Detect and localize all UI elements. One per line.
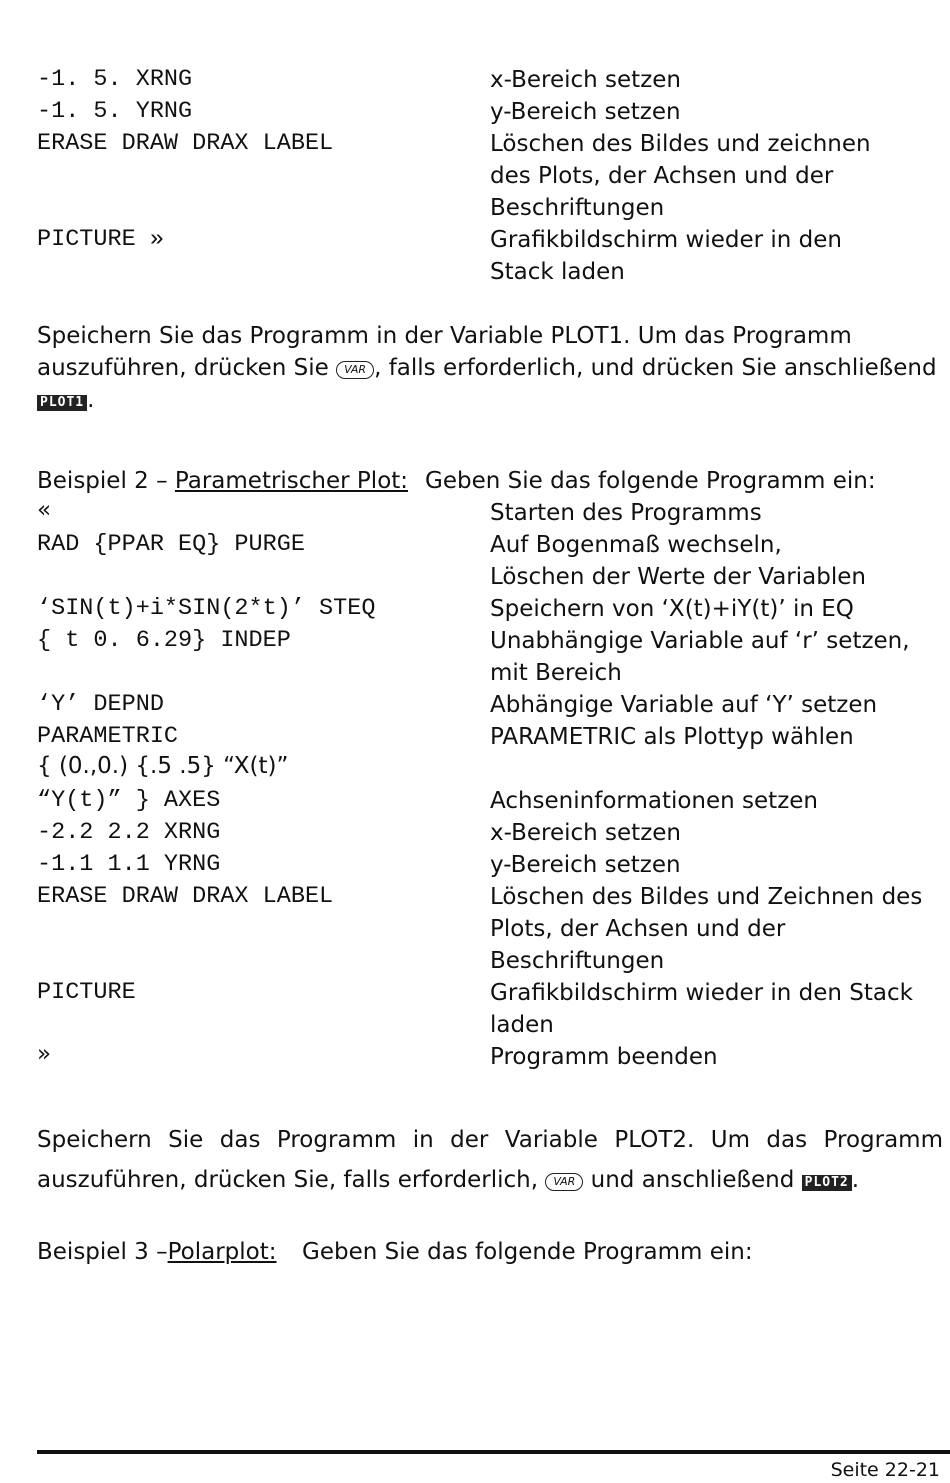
- description-line: Grafikbildschirm wieder in den Stack: [490, 980, 913, 1006]
- instruction-paragraph: [37, 320, 937, 416]
- description-line: Stack laden: [490, 259, 625, 285]
- code-line: -1. 5. YRNG: [37, 98, 193, 125]
- code-line: ERASE DRAW DRAX LABEL: [37, 130, 334, 157]
- description-line: Beschriftungen: [490, 195, 665, 221]
- description-line: Plots, der Achsen und der: [490, 916, 786, 942]
- description-line: laden: [490, 1012, 554, 1038]
- paragraph-text: .: [87, 387, 95, 413]
- code-line: “Y(t)” } AXES: [37, 787, 221, 814]
- description-line: Löschen des Bildes und zeichnen: [490, 131, 871, 157]
- paragraph-text: .: [851, 1167, 860, 1193]
- plot2-softkey-icon: PLOT2: [802, 1175, 852, 1191]
- code-line: { t 0. 6.29} INDEP: [37, 627, 291, 654]
- paragraph-text: auszuführen, drücken Sie: [37, 355, 337, 381]
- code-line: »: [37, 1041, 52, 1067]
- page-number: Seite 22-21: [830, 1459, 940, 1481]
- code-description: [490, 977, 950, 1041]
- example-prefix: Beispiel 2 –: [37, 468, 175, 494]
- code-line: -2.2 2.2 XRNG: [37, 819, 221, 846]
- description-line: Auf Bogenmaß wechseln,: [490, 532, 782, 558]
- example-title: Polarplot:: [167, 1239, 277, 1265]
- code-line: ‘Y’ DEPND: [37, 691, 164, 718]
- code-line: «: [37, 497, 52, 523]
- code-description: [490, 529, 950, 593]
- description-line: Grafikbildschirm wieder in den: [490, 227, 842, 253]
- description-line: Beschriftungen: [490, 948, 665, 974]
- code-description: [490, 224, 950, 288]
- code-description: Starten des Programms: [490, 500, 762, 526]
- code-line: { (0.,0.) {.5 .5} “X(t)”: [37, 753, 289, 779]
- description-line: Unabhängige Variable auf ‘r’ setzen,: [490, 628, 910, 654]
- example-heading: [37, 465, 937, 497]
- code-description: y-Bereich setzen: [490, 852, 681, 878]
- paragraph-line: [37, 1160, 937, 1200]
- example-title: Parametrischer Plot:: [174, 468, 409, 494]
- code-description: [490, 881, 950, 977]
- code-line: PARAMETRIC: [37, 723, 179, 750]
- plot1-softkey-icon: PLOT1: [37, 395, 87, 411]
- example-instruction: Geben Sie das folgende Programm ein:: [302, 1239, 753, 1265]
- var-key-icon: VAR: [336, 361, 374, 379]
- example-heading: [37, 1236, 937, 1268]
- code-line: -1.1 1.1 YRNG: [37, 851, 221, 878]
- description-line: Löschen des Bildes und Zeichnen des: [490, 884, 923, 910]
- paragraph-line: Speichern Sie das Programm in der Variable PLOT1. Um das Programm: [37, 323, 852, 349]
- code-line: RAD {PPAR EQ} PURGE: [37, 531, 305, 558]
- code-description: y-Bereich setzen: [490, 99, 681, 125]
- code-description: [490, 128, 950, 224]
- paragraph-line: Speichern Sie das Programm in der Variable PLOT2. Um das Programm: [37, 1127, 943, 1153]
- description-line: Löschen der Werte der Variablen: [490, 564, 866, 590]
- code-line: PICTURE: [37, 979, 136, 1006]
- description-line: des Plots, der Achsen und der: [490, 163, 834, 189]
- code-line: -1. 5. XRNG: [37, 66, 193, 93]
- code-description: x-Bereich setzen: [490, 820, 681, 846]
- var-key-icon: VAR: [545, 1173, 583, 1191]
- code-description: Programm beenden: [490, 1044, 718, 1070]
- description-line: mit Bereich: [490, 660, 622, 686]
- instruction-paragraph: [37, 1120, 943, 1200]
- code-line: PICTURE »: [37, 226, 164, 253]
- code-description: PARAMETRIC als Plottyp wählen: [490, 724, 854, 750]
- code-description: x-Bereich setzen: [490, 67, 681, 93]
- code-description: Speichern von ‘X(t)+iY(t)’ in EQ: [490, 596, 854, 622]
- code-line: ‘SIN(t)+i*SIN(2*t)’ STEQ: [37, 595, 376, 622]
- example-instruction: Geben Sie das folgende Programm ein:: [425, 468, 876, 494]
- paragraph-text: auszuführen, drücken Sie, falls erforderlich,: [37, 1167, 546, 1193]
- code-description: Abhängige Variable auf ‘Y’ setzen: [490, 692, 878, 718]
- example-prefix: Beispiel 3 –: [37, 1239, 168, 1265]
- footer-rule: [37, 1450, 950, 1454]
- code-line: ERASE DRAW DRAX LABEL: [37, 883, 334, 910]
- paragraph-line: [37, 384, 937, 416]
- code-description: [490, 625, 950, 689]
- code-description: Achseninformationen setzen: [490, 788, 818, 814]
- paragraph-text: und anschließend: [583, 1167, 802, 1193]
- paragraph-text: , falls erforderlich, und drücken Sie anschließend: [374, 355, 937, 381]
- paragraph-line: [37, 352, 937, 384]
